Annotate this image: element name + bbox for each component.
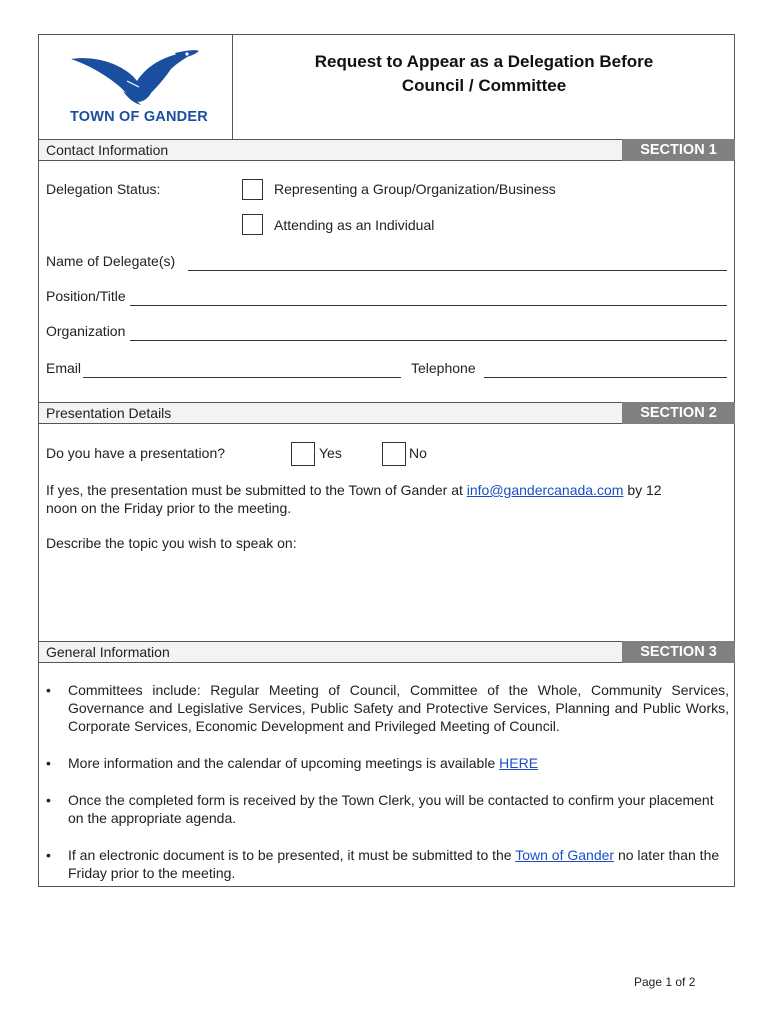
section-2-bar [39,402,734,424]
yes-checkbox[interactable] [291,442,315,466]
email-field[interactable] [46,360,401,378]
email-link[interactable]: info@gandercanada.com [466,482,624,498]
email-line[interactable] [83,376,401,378]
bullet4-prefix: If an electronic document is to be presented, it must be submitted to the [68,847,512,863]
bullet-text [68,846,729,882]
bullet-icon: • [46,682,51,698]
town-of-gander-link[interactable]: Town of Gander [515,847,615,863]
title-line-1: Request to Appear as a Delegation Before [314,52,654,71]
position-line[interactable] [130,304,727,306]
list-item [46,791,731,829]
topic-label: Describe the topic you wish to speak on: [46,535,297,551]
organization-line[interactable] [130,339,727,341]
delegation-form [38,34,735,887]
organization-label: Organization [46,323,126,339]
bullet4-suffix: no later than the Friday prior to the meeting. [68,847,720,881]
section-1-badge: SECTION 1 [622,139,735,161]
topic-input-area[interactable] [46,555,727,635]
submission-info [46,481,662,517]
bullet-text: Once the completed form is received by the Town Clerk, you will be contacted to confirm your placement on the appropriate agenda. [68,792,714,826]
bullet-icon: • [46,755,51,771]
page-number: Page 1 of 2 [634,975,696,989]
name-field[interactable] [46,253,727,271]
no-label: No [409,445,427,461]
section-1-label: Contact Information [46,142,169,158]
bullet-icon: • [46,792,51,808]
title-line-2: Council / Committee [401,76,567,95]
group-option-label: Representing a Group/Organization/Business [274,181,556,197]
bullet-text [68,754,729,772]
position-field[interactable] [46,288,727,306]
telephone-label: Telephone [411,360,476,376]
logo-text: TOWN OF GANDER [70,109,208,125]
bullet2-text: More information and the calendar of upcoming meetings is available [68,755,496,771]
section-1-bar [39,139,734,161]
section-3-label: General Information [46,644,170,660]
submission-info-line2: noon on the Friday prior to the meeting. [46,500,292,516]
gander-bird-icon [67,47,207,109]
list-item [46,846,731,884]
list-item [46,681,731,737]
section-2-label: Presentation Details [46,405,172,421]
name-line[interactable] [188,269,727,271]
bullet-text: Committees include: Regular Meeting of Council, Committee of the Whole, Community Services, Governance and Legislative Services, Public Safety and Protective Services, Planning and Public Works, Corporate Services, Economic Development and Privileged Meeting of Council. [68,682,729,734]
name-label: Name of Delegate(s) [46,253,176,269]
section-2-badge: SECTION 2 [622,402,735,424]
submission-info-prefix: If yes, the presentation must be submitted to the Town of Gander at [46,482,463,498]
email-label: Email [46,360,82,376]
section-3-badge: SECTION 3 [622,641,735,663]
telephone-line[interactable] [484,376,727,378]
here-link[interactable]: HERE [499,755,539,771]
submission-info-suffix: by 12 [627,482,662,498]
form-header [39,35,734,140]
section-3-bar [39,641,734,663]
yes-label: Yes [319,445,342,461]
individual-checkbox[interactable] [242,214,263,235]
organization-field[interactable] [46,323,727,341]
page-title [233,50,735,98]
list-item [46,754,731,772]
individual-option-label: Attending as an Individual [274,217,435,233]
delegation-status-label: Delegation Status: [46,181,161,197]
group-checkbox[interactable] [242,179,263,200]
position-label: Position/Title [46,288,126,304]
bullet-icon: • [46,847,51,863]
no-checkbox[interactable] [382,442,406,466]
presentation-question: Do you have a presentation? [46,445,226,461]
telephone-field[interactable] [411,360,727,378]
logo-cell [39,35,233,139]
